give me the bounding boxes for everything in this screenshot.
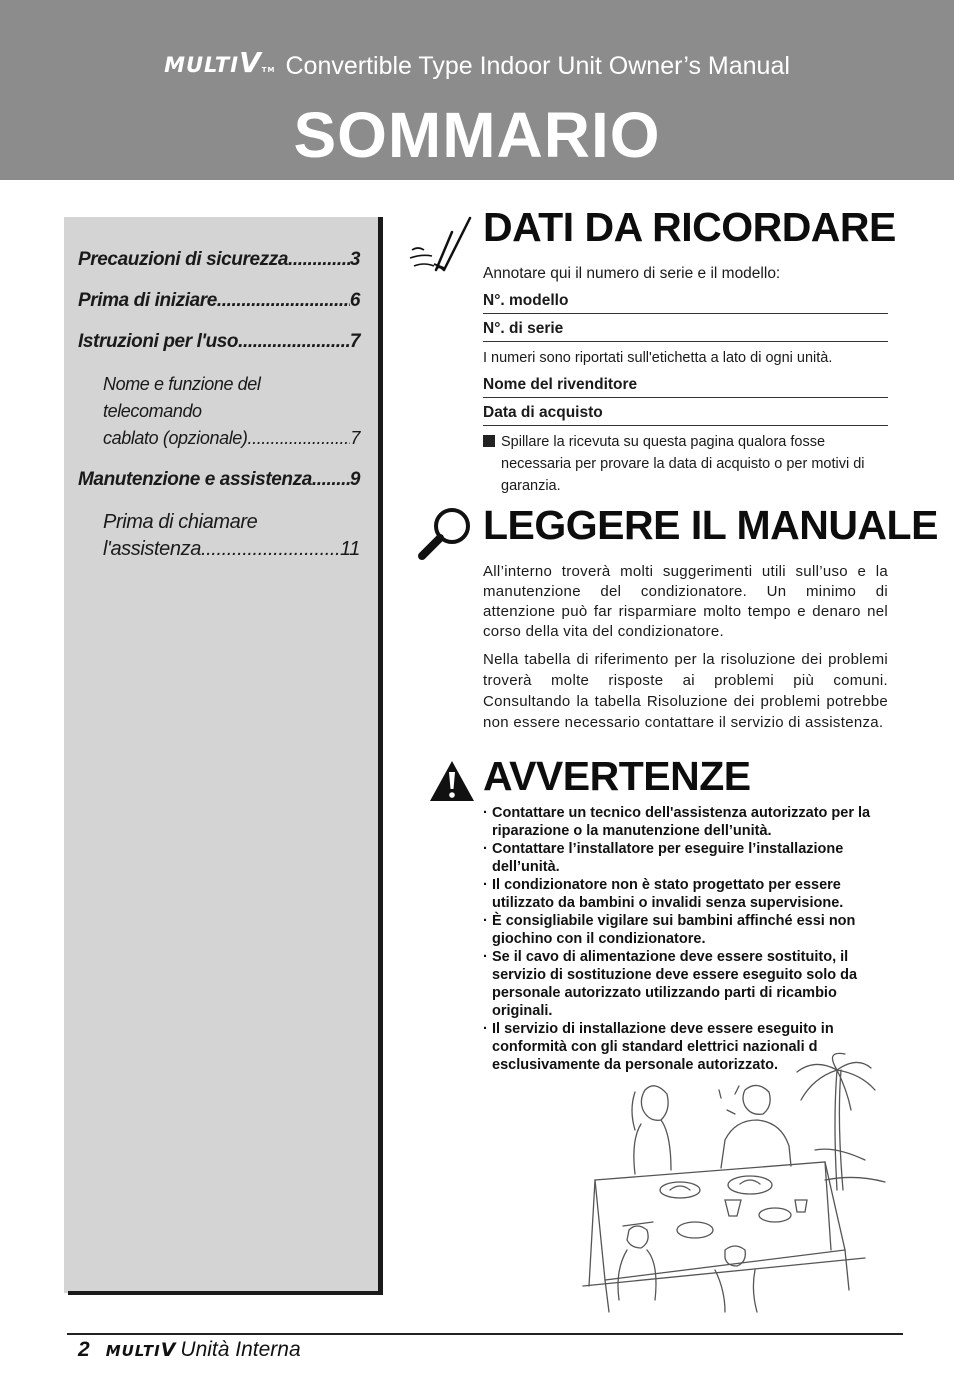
- section-title-dati: DATI DA RICORDARE: [483, 204, 896, 250]
- leggere-paragraph-1: All’interno troverà molti suggerimenti utili sull’uso e la manutenzione del condizionatore. Un minimo di attenzione può far risparmiare molto tempo e denaro nel corso della vita del condizionatore.: [483, 563, 888, 640]
- model-number-field: N°. modello: [483, 292, 888, 314]
- warning-item: · Se il cavo di alimentazione deve essere sostituito, il servizio di sostituzione deve essere eseguito solo da personale autorizzato utilizzando parti di ricambio originali.: [483, 948, 893, 1020]
- toc-panel-shadow-bottom: [68, 1291, 383, 1295]
- section-title-leggere: LEGGERE IL MANUALE: [483, 502, 938, 548]
- family-picnic-illustration: [575, 1050, 895, 1320]
- footer-rule: [67, 1333, 903, 1335]
- toc-panel-shadow: [378, 217, 383, 1295]
- toc-item-prima-di-iniziare[interactable]: Prima di iniziare ..... 6: [78, 289, 360, 313]
- serial-number-field: N°. di serie: [483, 320, 888, 342]
- toc-subitem-assistenza[interactable]: Prima di chiamare l'assistenza ..... 11: [103, 509, 360, 563]
- section-title-avvertenze: AVVERTENZE: [483, 753, 751, 799]
- brand-line: [0, 46, 954, 81]
- purchase-date-field: Data di acquisto: [483, 404, 888, 426]
- warning-item: · Contattare un tecnico dell'assistenza autorizzato per la riparazione o la manutenzione dell’unità.: [483, 804, 893, 840]
- page-title: SOMMARIO: [293, 99, 661, 171]
- page-footer: [78, 1338, 301, 1362]
- dati-note: I numeri sono riportati sull'etichetta a lato di ogni unità.: [483, 350, 833, 366]
- warning-item: · Il servizio di installazione deve essere eseguito in conformità con gli standard elettrici nazionali d esclusivamente da personale autorizzato.: [483, 1020, 893, 1074]
- pen-icon: [408, 212, 478, 274]
- table-of-contents: [78, 248, 360, 579]
- toc-item-precauzioni[interactable]: Precauzioni di sicurezza ..... 3: [78, 248, 360, 272]
- manual-subtitle: Convertible Type Indoor Unit Owner’s Manual: [285, 52, 790, 80]
- footer-unit-label: Unità Interna: [180, 1338, 301, 1361]
- square-bullet-icon: [483, 435, 495, 447]
- magnifier-icon: [416, 506, 476, 562]
- warning-item: · È consigliabile vigilare sui bambini affinché essi non giochino con il condizionatore.: [483, 912, 893, 948]
- page-number: 2: [78, 1338, 90, 1361]
- warning-item: · Contattare l’installatore per eseguire l’installazione dell’unità.: [483, 840, 893, 876]
- footer-logo: MULTIV: [105, 1339, 177, 1361]
- warning-list: [483, 804, 893, 1074]
- toc-item-istruzioni[interactable]: Istruzioni per l'uso ..... 7: [78, 330, 360, 354]
- warning-icon: [428, 758, 476, 804]
- header-banner: [0, 0, 954, 180]
- warning-item: · Il condizionatore non è stato progettato per essere utilizzato da bambini o invalidi senza supervisione.: [483, 876, 893, 912]
- dati-intro: Annotare qui il numero di serie e il modello:: [483, 265, 781, 282]
- staple-note: Spillare la ricevuta su questa pagina qualora fosse necessaria per provare la data di acquisto o per motivi di garanzia.: [483, 431, 888, 497]
- toc-subitem-telecomando[interactable]: Nome e funzione del telecomando cablato (opzionale) ..... 7: [103, 371, 360, 452]
- dealer-name-field: Nome del rivenditore: [483, 376, 888, 398]
- brand-logo: MULTIVTM: [164, 46, 276, 79]
- toc-item-manutenzione[interactable]: Manutenzione e assistenza ..... 9: [78, 468, 360, 492]
- leggere-paragraph-2: Nella tabella di riferimento per la risoluzione dei problemi troverà molte risposte ai problemi più comuni. Consultando la tabella Risoluzione dei problemi potrebbe non essere necessario contattare il servizio di assistenza.: [483, 651, 888, 731]
